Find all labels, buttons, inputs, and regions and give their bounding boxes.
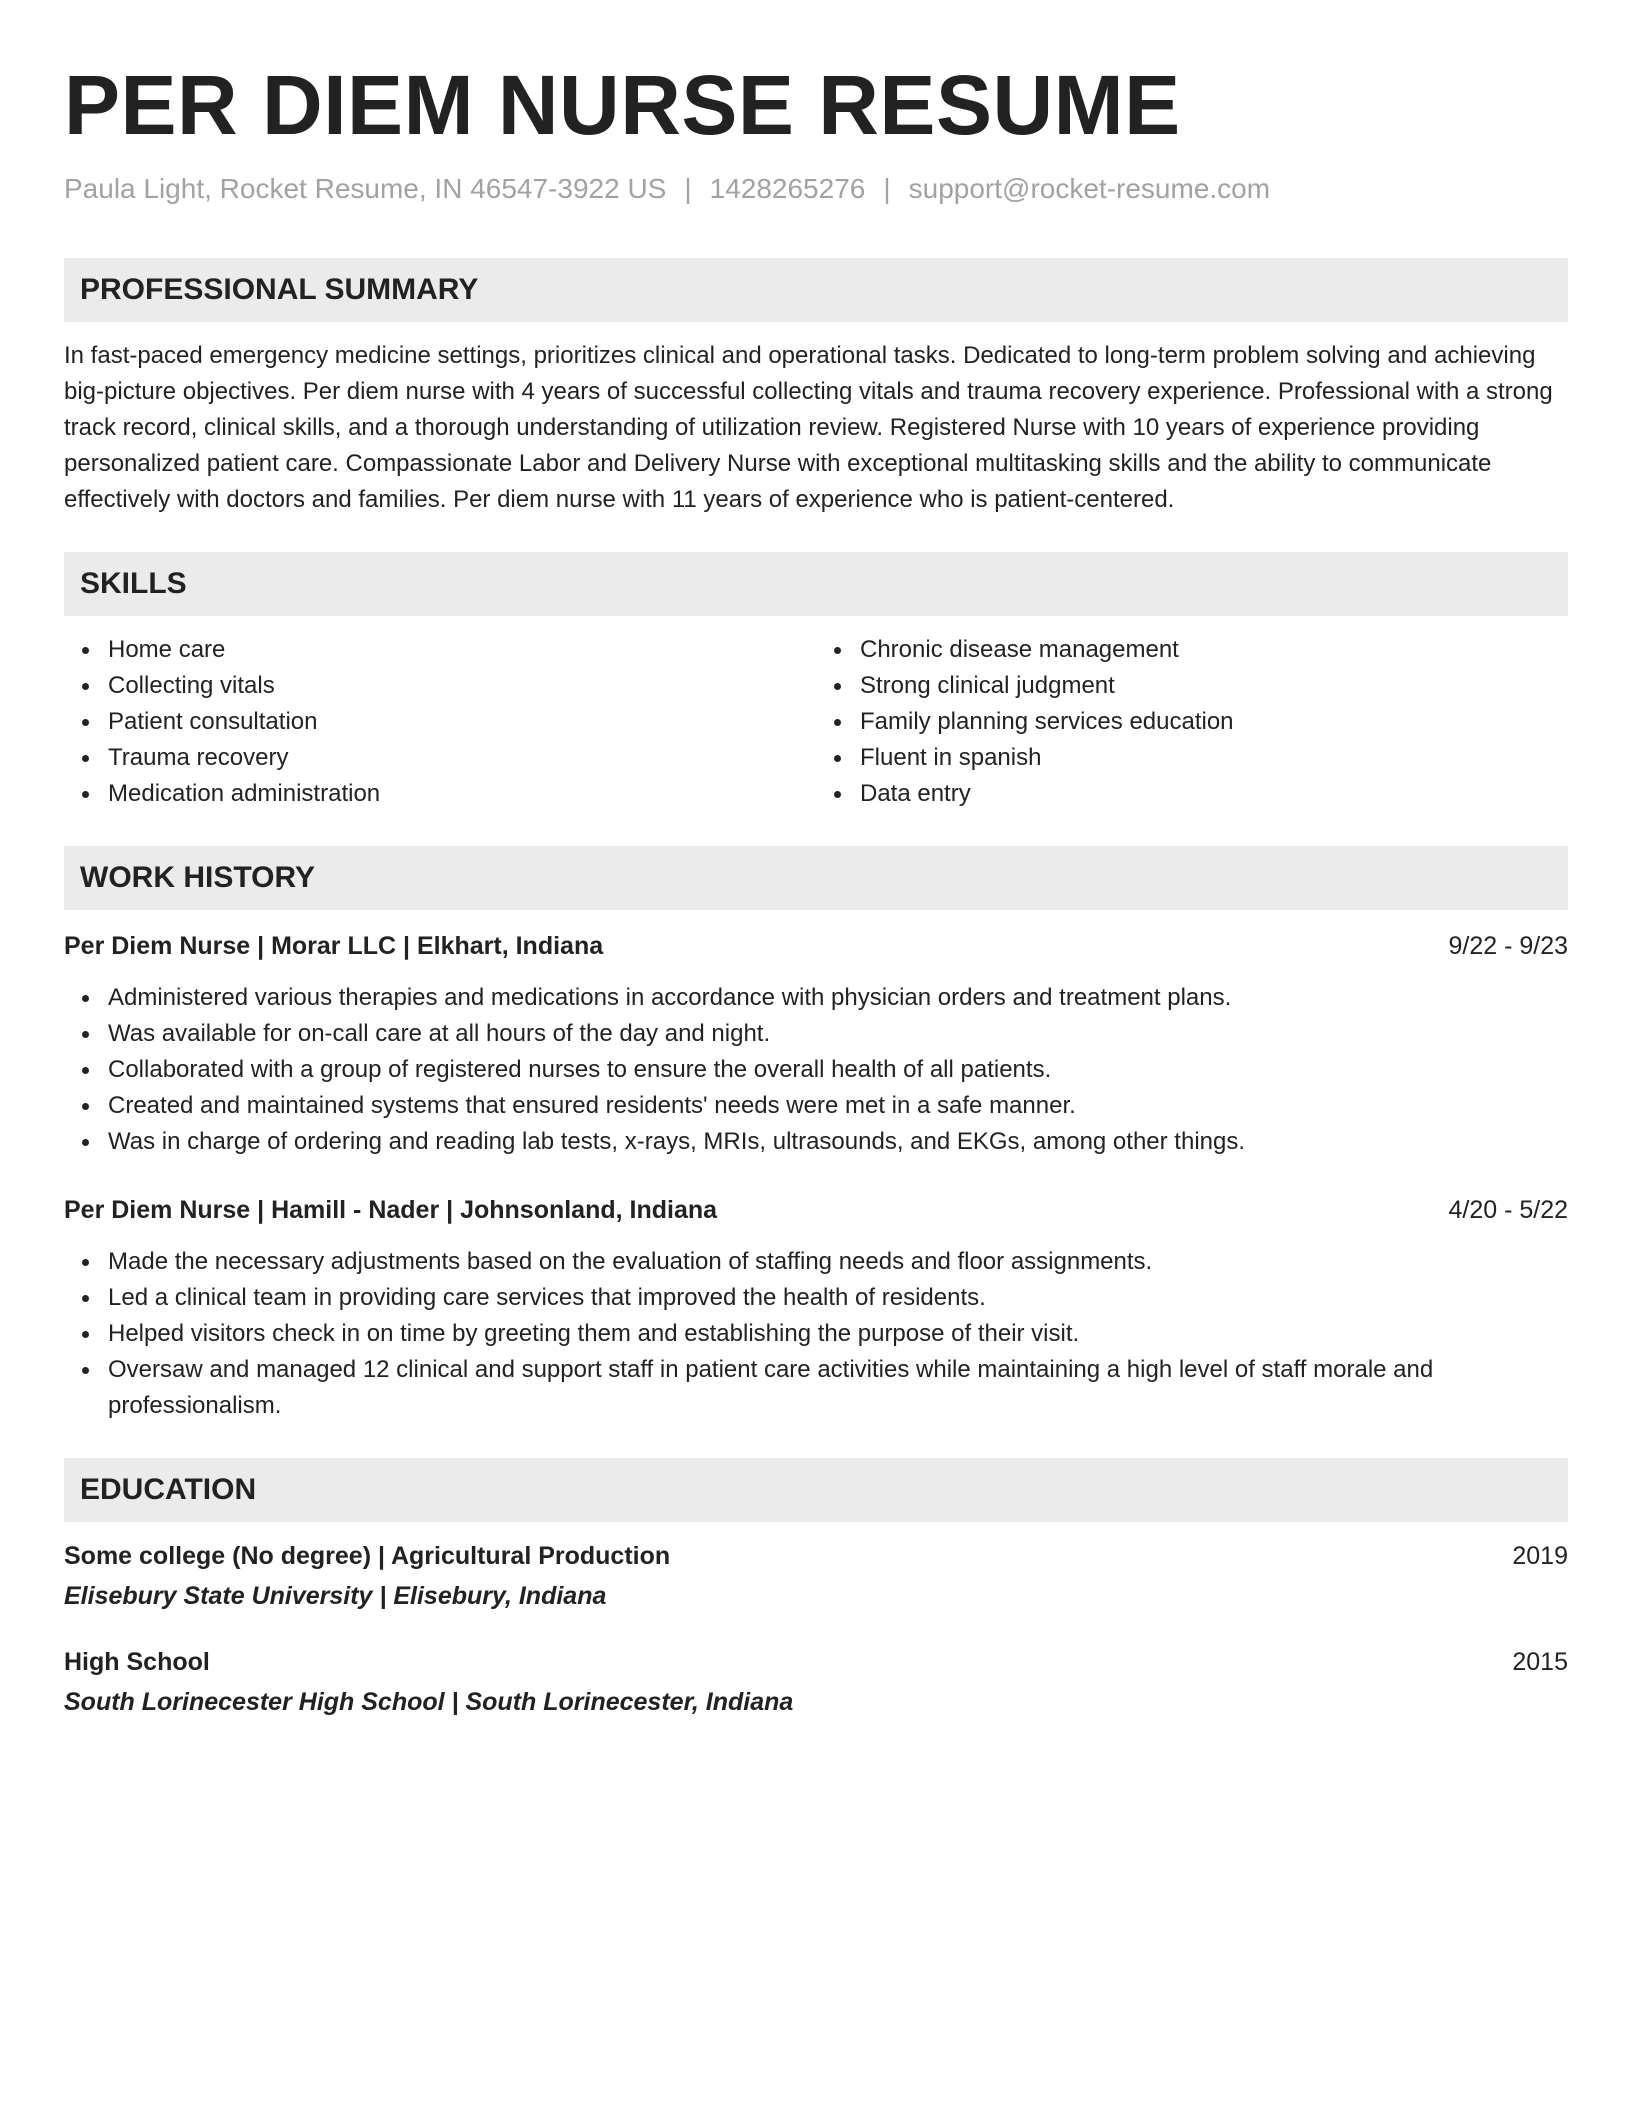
job-bullet: Helped visitors check in on time by greeting them and establishing the purpose of their visit. bbox=[108, 1316, 1568, 1352]
skills-column-left bbox=[64, 632, 816, 812]
education-header bbox=[64, 1538, 1568, 1574]
job-bullet: Made the necessary adjustments based on the evaluation of staffing needs and floor assignments. bbox=[108, 1244, 1568, 1280]
resume-title: PER DIEM NURSE RESUME bbox=[64, 58, 1181, 152]
education-entry bbox=[64, 1644, 1568, 1720]
skill-item: Patient consultation bbox=[108, 704, 816, 740]
job-bullets bbox=[64, 1244, 1568, 1424]
skill-item: Trauma recovery bbox=[108, 740, 816, 776]
skill-item: Home care bbox=[108, 632, 816, 668]
job-header bbox=[64, 1192, 1568, 1228]
skill-item: Family planning services education bbox=[860, 704, 1568, 740]
education-heading: EDUCATION bbox=[64, 1458, 1568, 1522]
job-bullet: Administered various therapies and medications in accordance with physician orders and treatment plans. bbox=[108, 980, 1568, 1016]
job-date: 9/22 - 9/23 bbox=[1448, 932, 1568, 960]
skill-item: Collecting vitals bbox=[108, 668, 816, 704]
education-year: 2015 bbox=[1512, 1648, 1568, 1676]
job-bullet: Oversaw and managed 12 clinical and support staff in patient care activities while maintaining a high level of staff morale and professionalism. bbox=[108, 1352, 1568, 1424]
contact-phone: 1428265276 bbox=[709, 173, 866, 204]
job-entry bbox=[64, 928, 1568, 1160]
job-header bbox=[64, 928, 1568, 964]
contact-address: Paula Light, Rocket Resume, IN 46547-3922 US bbox=[64, 173, 667, 204]
job-date: 4/20 - 5/22 bbox=[1448, 1196, 1568, 1224]
education-entry bbox=[64, 1538, 1568, 1614]
education-degree: Some college (No degree) | Agricultural Production bbox=[64, 1542, 671, 1570]
job-bullet: Was in charge of ordering and reading lab tests, x-rays, MRIs, ultrasounds, and EKGs, among other things. bbox=[108, 1124, 1568, 1160]
contact-email: support@rocket-resume.com bbox=[908, 173, 1271, 204]
skills-column-right bbox=[816, 632, 1568, 812]
education-school: South Lorinecester High School | South Lorinecester, Indiana bbox=[64, 1688, 794, 1716]
job-bullets bbox=[64, 980, 1568, 1160]
education-year: 2019 bbox=[1512, 1542, 1568, 1570]
job-bullet: Collaborated with a group of registered nurses to ensure the overall health of all patients. bbox=[108, 1052, 1568, 1088]
education-degree: High School bbox=[64, 1648, 210, 1676]
job-bullet: Led a clinical team in providing care services that improved the health of residents. bbox=[108, 1280, 1568, 1316]
skill-item: Medication administration bbox=[108, 776, 816, 812]
job-bullet: Created and maintained systems that ensured residents' needs were met in a safe manner. bbox=[108, 1088, 1568, 1124]
education-header bbox=[64, 1644, 1568, 1680]
skills-heading: SKILLS bbox=[64, 552, 1568, 616]
job-title: Per Diem Nurse | Hamill - Nader | Johnsonland, Indiana bbox=[64, 1196, 718, 1224]
skill-item: Strong clinical judgment bbox=[860, 668, 1568, 704]
skill-item: Fluent in spanish bbox=[860, 740, 1568, 776]
contact-separator: | bbox=[883, 173, 891, 204]
skill-item: Data entry bbox=[860, 776, 1568, 812]
job-title: Per Diem Nurse | Morar LLC | Elkhart, Indiana bbox=[64, 932, 604, 960]
summary-text: In fast-paced emergency medicine settings, prioritizes clinical and operational tasks. Dedicated to long-term problem solving and achieving big-picture objectives. Per diem nurse with 4 years of successful collecting vitals and trauma recovery experience. Professional with a strong track record, clinical skills, and a thorough understanding of utilization review. Registered Nurse with 10 years of experience providing personalized patient care. Compassionate Labor and Delivery Nurse with exceptional multitasking skills and the ability to communicate effectively with doctors and families. Per diem nurse with 11 years of experience who is patient-centered. bbox=[64, 342, 1553, 513]
education-school: Elisebury State University | Elisebury, Indiana bbox=[64, 1582, 607, 1610]
job-bullet: Was available for on-call care at all hours of the day and night. bbox=[108, 1016, 1568, 1052]
work-history-heading: WORK HISTORY bbox=[64, 846, 1568, 910]
contact-separator: | bbox=[684, 173, 692, 204]
contact-line bbox=[64, 172, 1568, 206]
job-entry bbox=[64, 1192, 1568, 1424]
summary-heading: PROFESSIONAL SUMMARY bbox=[64, 258, 1568, 322]
skill-item: Chronic disease management bbox=[860, 632, 1568, 668]
skills-list bbox=[64, 632, 1568, 812]
